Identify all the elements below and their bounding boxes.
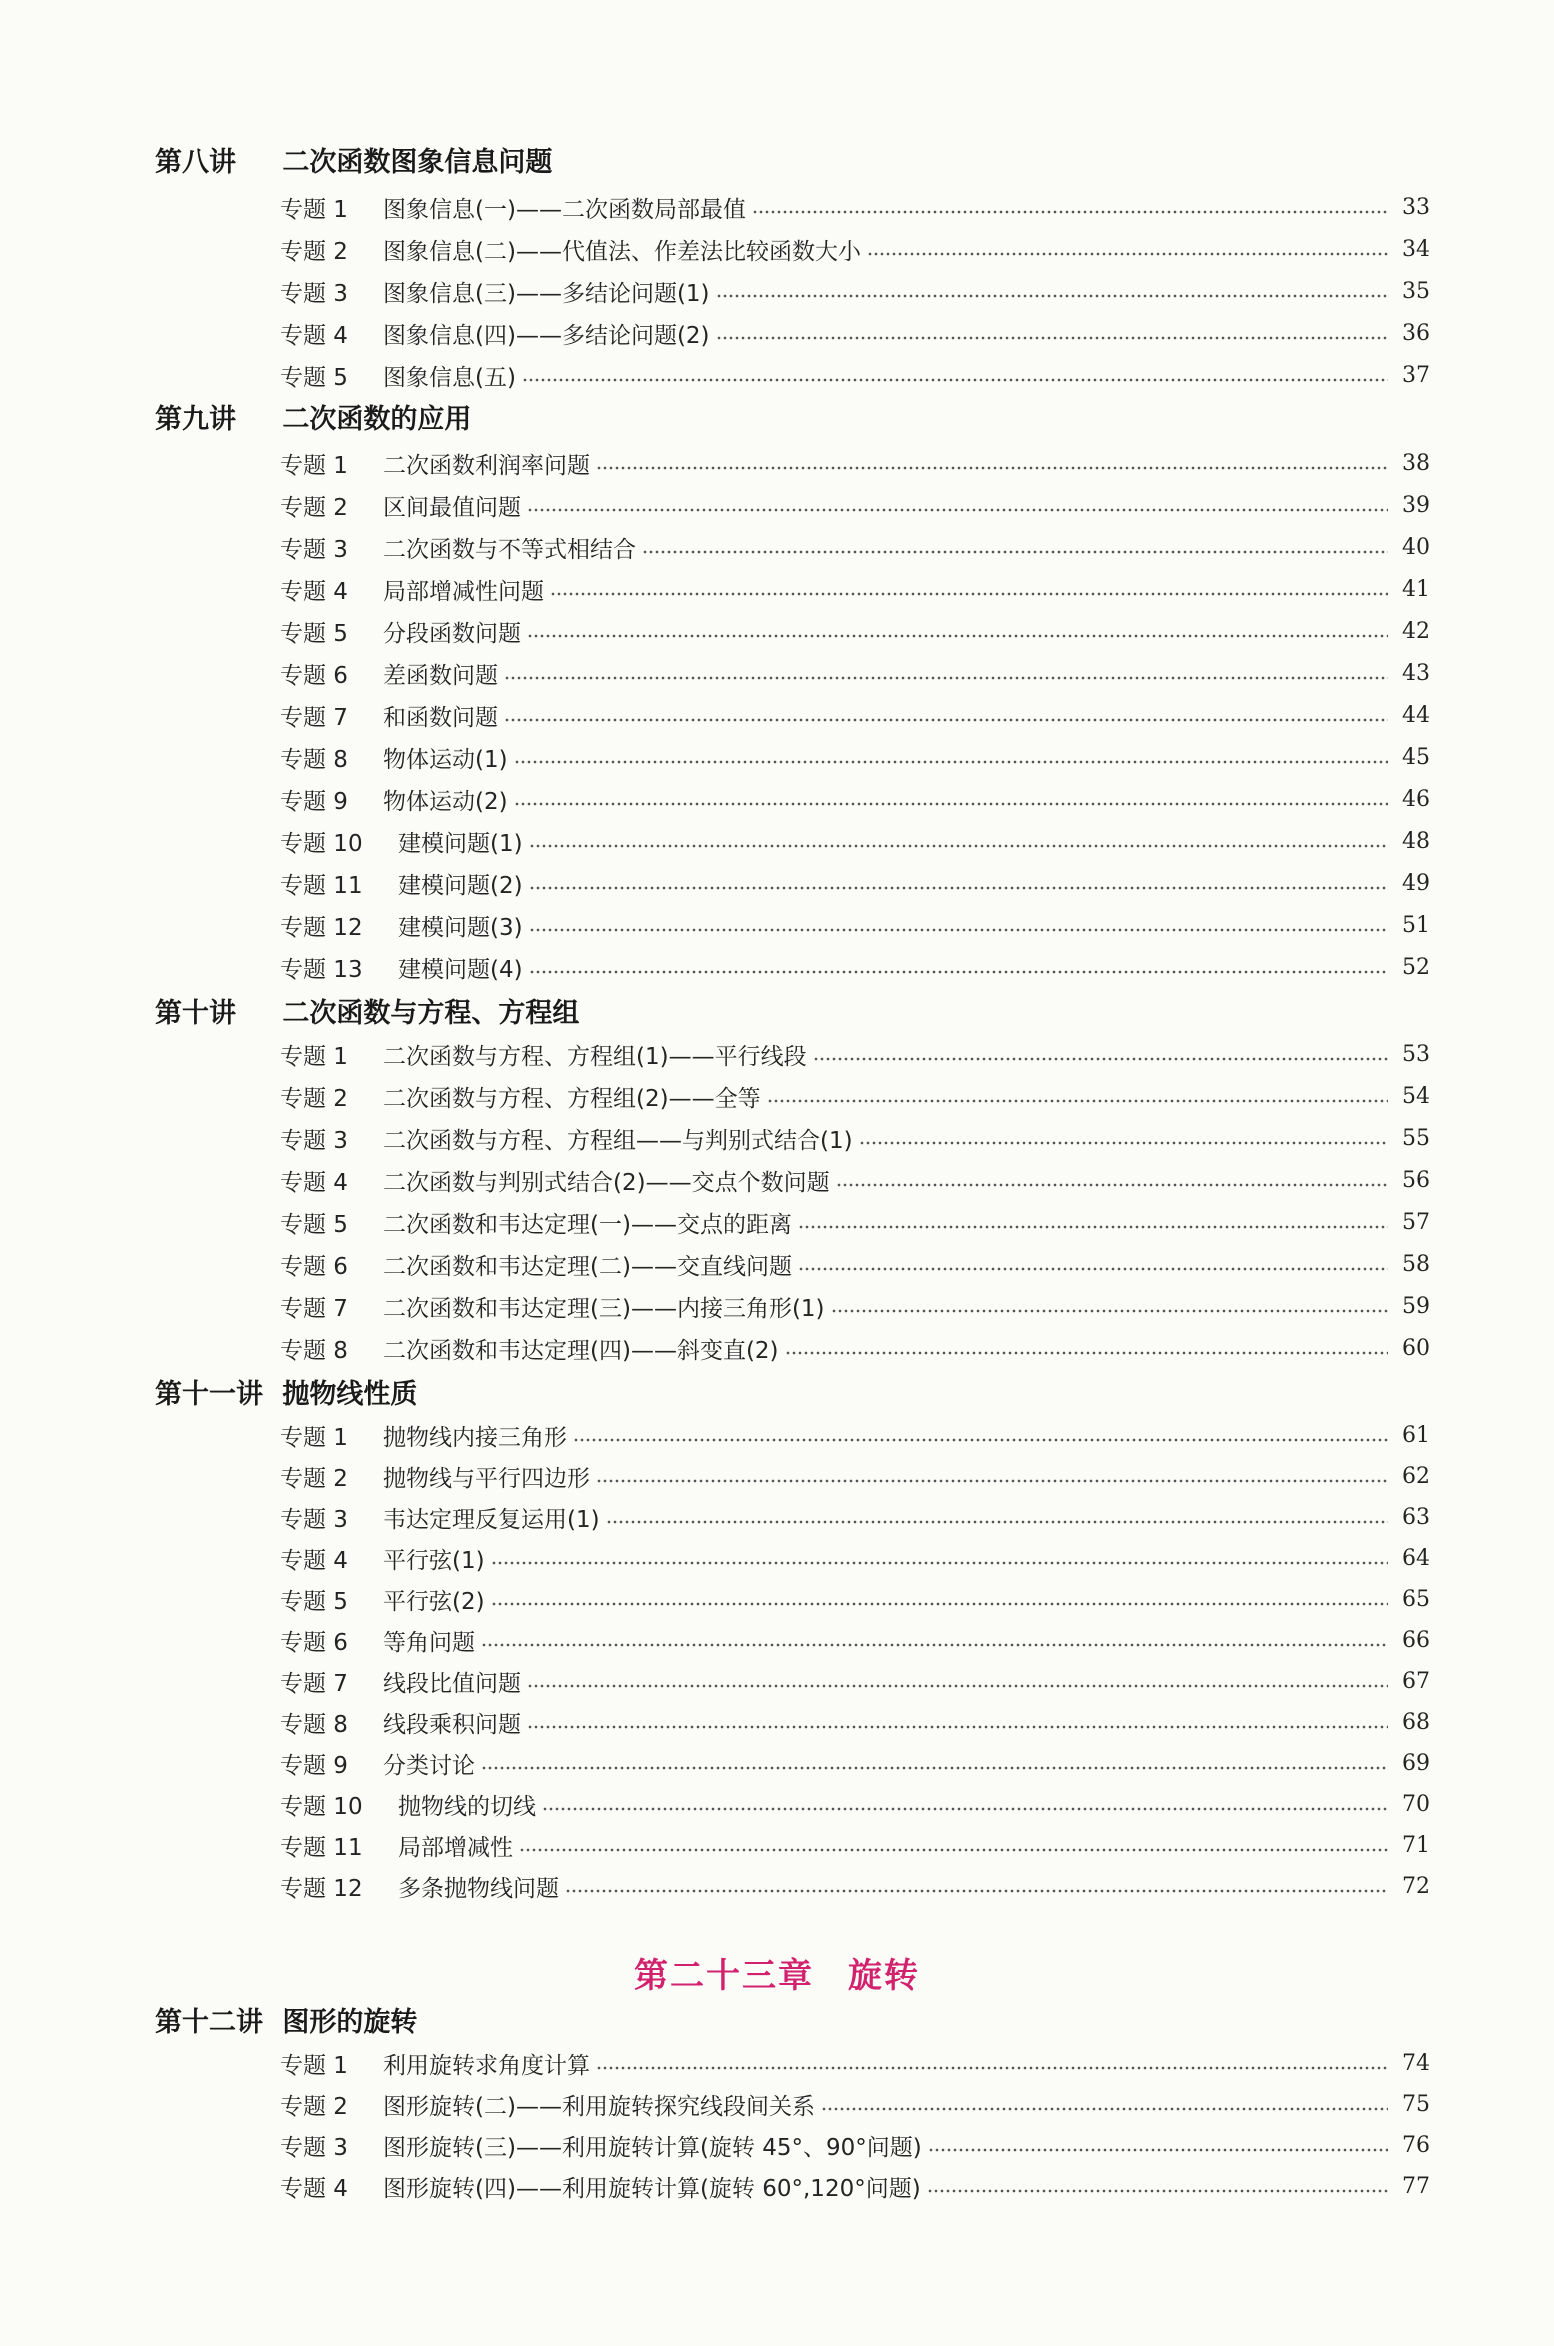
lecture-title: 二次函数图象信息问题	[282, 147, 553, 178]
dot-leader	[831, 1309, 1388, 1313]
topic-title: 图象信息(五)	[383, 364, 516, 391]
page-number: 69	[1402, 1750, 1430, 1776]
page-number: 55	[1402, 1125, 1430, 1151]
topic-label: 专题 2	[280, 2093, 348, 2120]
page-number: 71	[1402, 1832, 1430, 1858]
topic-label: 专题 2	[280, 238, 348, 265]
topic-title: 建模问题(4)	[398, 956, 523, 983]
page-number: 39	[1402, 492, 1430, 518]
toc-entry[interactable]	[280, 274, 1430, 308]
page-number: 54	[1402, 1083, 1430, 1109]
dot-leader	[491, 1602, 1388, 1606]
toc-entry[interactable]	[280, 1079, 1430, 1113]
toc-entry[interactable]	[280, 358, 1430, 392]
toc-entry[interactable]	[280, 2128, 1430, 2162]
topic-label: 专题 12	[280, 914, 363, 941]
dot-leader	[519, 1848, 1388, 1852]
chapter-name: 旋转	[848, 1956, 920, 1996]
dot-leader	[859, 1141, 1388, 1145]
dot-leader	[542, 1807, 1388, 1811]
dot-leader	[550, 592, 1388, 596]
toc-entry[interactable]	[280, 572, 1430, 606]
chapter-label: 第二十三章	[634, 1956, 814, 1996]
dot-leader	[529, 886, 1388, 890]
toc-entry[interactable]	[280, 824, 1430, 858]
page-number: 58	[1402, 1251, 1430, 1277]
topic-title: 建模问题(2)	[398, 872, 523, 899]
topic-title: 平行弦(1)	[383, 1547, 485, 1574]
topic-title: 局部增减性	[398, 1834, 513, 1861]
lecture-heading	[155, 991, 579, 1030]
lecture-title: 二次函数的应用	[282, 404, 472, 435]
topic-label: 专题 5	[280, 1588, 348, 1615]
topic-title: 区间最值问题	[383, 494, 521, 521]
topic-title: 物体运动(2)	[383, 788, 508, 815]
lecture-heading	[155, 397, 471, 436]
toc-entry[interactable]	[280, 614, 1430, 648]
toc-entry[interactable]	[280, 866, 1430, 900]
topic-label: 专题 2	[280, 1085, 348, 1112]
dot-leader	[596, 466, 1388, 470]
topic-title: 等角问题	[383, 1629, 475, 1656]
topic-label: 专题 3	[280, 536, 348, 563]
page-number: 52	[1402, 954, 1430, 980]
topic-label: 专题 9	[280, 1752, 348, 1779]
page-number: 34	[1402, 236, 1430, 262]
dot-leader	[821, 2107, 1388, 2111]
toc-entry[interactable]	[280, 2046, 1430, 2080]
page-number: 41	[1402, 576, 1430, 602]
topic-label: 专题 10	[280, 830, 363, 857]
toc-entry[interactable]	[280, 1705, 1430, 1739]
topic-title: 分段函数问题	[383, 620, 521, 647]
topic-label: 专题 1	[280, 1424, 348, 1451]
page-number: 62	[1402, 1463, 1430, 1489]
topic-title: 图象信息(一)——二次函数局部最值	[383, 196, 746, 223]
topic-title: 图象信息(二)——代值法、作差法比较函数大小	[383, 238, 861, 265]
toc-entry[interactable]	[280, 1541, 1430, 1575]
toc-entry[interactable]	[280, 698, 1430, 732]
toc-entry[interactable]	[280, 530, 1430, 564]
topic-label: 专题 7	[280, 704, 348, 731]
page-number: 51	[1402, 912, 1430, 938]
toc-entry[interactable]	[280, 740, 1430, 774]
dot-leader	[481, 1643, 1388, 1647]
page-number: 72	[1402, 1873, 1430, 1899]
toc-entry[interactable]	[280, 1121, 1430, 1155]
dot-leader	[573, 1438, 1388, 1442]
topic-label: 专题 4	[280, 322, 348, 349]
topic-title: 二次函数与判别式结合(2)——交点个数问题	[383, 1169, 830, 1196]
topic-label: 专题 6	[280, 1629, 348, 1656]
dot-leader	[527, 634, 1388, 638]
lecture-number: 第九讲	[155, 404, 236, 435]
topic-label: 专题 1	[280, 196, 348, 223]
page-number: 36	[1402, 320, 1430, 346]
toc-entry[interactable]	[280, 1869, 1430, 1903]
lecture-number: 第十二讲	[155, 2007, 263, 2038]
toc-entry[interactable]	[280, 656, 1430, 690]
page-number: 70	[1402, 1791, 1430, 1817]
toc-entry[interactable]	[280, 1331, 1430, 1365]
topic-title: 分类讨论	[383, 1752, 475, 1779]
page-number: 60	[1402, 1335, 1430, 1361]
lecture-heading	[155, 2000, 417, 2039]
topic-label: 专题 7	[280, 1295, 348, 1322]
topic-title: 图形旋转(二)——利用旋转探究线段间关系	[383, 2093, 815, 2120]
topic-title: 多条抛物线问题	[398, 1875, 559, 1902]
topic-label: 专题 10	[280, 1793, 363, 1820]
dot-leader	[527, 1725, 1388, 1729]
topic-label: 专题 8	[280, 1337, 348, 1364]
topic-title: 抛物线与平行四边形	[383, 1465, 590, 1492]
dot-leader	[527, 508, 1388, 512]
topic-title: 二次函数和韦达定理(三)——内接三角形(1)	[383, 1295, 825, 1322]
lecture-title: 图形的旋转	[282, 2007, 418, 2038]
topic-label: 专题 3	[280, 280, 348, 307]
topic-label: 专题 2	[280, 494, 348, 521]
page-number: 59	[1402, 1293, 1430, 1319]
dot-leader	[522, 378, 1388, 382]
topic-label: 专题 1	[280, 2052, 348, 2079]
lecture-heading	[155, 1372, 417, 1411]
topic-title: 图象信息(四)——多结论问题(2)	[383, 322, 710, 349]
dot-leader	[606, 1520, 1388, 1524]
dot-leader	[481, 1766, 1388, 1770]
dot-leader	[504, 718, 1388, 722]
page-number: 77	[1402, 2173, 1430, 2199]
lecture-number: 第十一讲	[155, 1379, 263, 1410]
toc-entry[interactable]	[280, 1205, 1430, 1239]
toc-entry[interactable]	[280, 950, 1430, 984]
page-number: 49	[1402, 870, 1430, 896]
topic-title: 物体运动(1)	[383, 746, 508, 773]
toc-entry[interactable]	[280, 1418, 1430, 1452]
page-number: 35	[1402, 278, 1430, 304]
page-number: 64	[1402, 1545, 1430, 1571]
topic-label: 专题 3	[280, 2134, 348, 2161]
page-number: 38	[1402, 450, 1430, 476]
dot-leader	[527, 1684, 1388, 1688]
page-number: 66	[1402, 1627, 1430, 1653]
dot-leader	[504, 676, 1388, 680]
topic-label: 专题 3	[280, 1506, 348, 1533]
dot-leader	[596, 2066, 1388, 2070]
topic-label: 专题 11	[280, 872, 363, 899]
toc-entry[interactable]	[280, 2087, 1430, 2121]
dot-leader	[514, 802, 1388, 806]
lecture-title: 抛物线性质	[282, 1379, 418, 1410]
page-number: 57	[1402, 1209, 1430, 1235]
topic-title: 图形旋转(三)——利用旋转计算(旋转 45°、90°问题)	[383, 2134, 922, 2161]
toc-entry[interactable]	[280, 1037, 1430, 1071]
topic-title: 二次函数和韦达定理(四)——斜变直(2)	[383, 1337, 779, 1364]
topic-title: 二次函数和韦达定理(一)——交点的距离	[383, 1211, 792, 1238]
page-number: 67	[1402, 1668, 1430, 1694]
page-number: 65	[1402, 1586, 1430, 1612]
topic-label: 专题 9	[280, 788, 348, 815]
dot-leader	[491, 1561, 1388, 1565]
dot-leader	[529, 844, 1388, 848]
toc-entry[interactable]	[280, 1500, 1430, 1534]
topic-title: 平行弦(2)	[383, 1588, 485, 1615]
toc-entry[interactable]	[280, 1289, 1430, 1323]
dot-leader	[565, 1889, 1388, 1893]
topic-label: 专题 12	[280, 1875, 363, 1902]
topic-label: 专题 5	[280, 620, 348, 647]
lecture-heading	[155, 140, 552, 179]
page-number: 61	[1402, 1422, 1430, 1448]
page-number: 74	[1402, 2050, 1430, 2076]
toc-entry[interactable]	[280, 190, 1430, 224]
topic-title: 图形旋转(四)——利用旋转计算(旋转 60°,120°问题)	[383, 2175, 921, 2202]
topic-title: 抛物线内接三角形	[383, 1424, 567, 1451]
toc-entry[interactable]	[280, 1746, 1430, 1780]
page-number: 42	[1402, 618, 1430, 644]
topic-title: 二次函数利润率问题	[383, 452, 590, 479]
dot-leader	[798, 1225, 1388, 1229]
toc-entry[interactable]	[280, 1623, 1430, 1657]
topic-title: 建模问题(1)	[398, 830, 523, 857]
topic-title: 建模问题(3)	[398, 914, 523, 941]
topic-title: 线段乘积问题	[383, 1711, 521, 1738]
dot-leader	[716, 336, 1388, 340]
topic-label: 专题 4	[280, 1547, 348, 1574]
page-number: 63	[1402, 1504, 1430, 1530]
toc-entry[interactable]	[280, 1787, 1430, 1821]
toc-entry[interactable]	[280, 1582, 1430, 1616]
dot-leader	[927, 2189, 1388, 2193]
page-number: 33	[1402, 194, 1430, 220]
toc-entry[interactable]	[280, 1247, 1430, 1281]
topic-title: 差函数问题	[383, 662, 498, 689]
page-number: 44	[1402, 702, 1430, 728]
page-number: 40	[1402, 534, 1430, 560]
topic-title: 二次函数与方程、方程组(2)——全等	[383, 1085, 761, 1112]
toc-entry[interactable]	[280, 908, 1430, 942]
topic-label: 专题 1	[280, 452, 348, 479]
topic-label: 专题 3	[280, 1127, 348, 1154]
toc-entry[interactable]	[280, 782, 1430, 816]
dot-leader	[514, 760, 1388, 764]
topic-title: 利用旋转求角度计算	[383, 2052, 590, 2079]
topic-label: 专题 4	[280, 578, 348, 605]
dot-leader	[716, 294, 1388, 298]
page-number: 68	[1402, 1709, 1430, 1735]
topic-label: 专题 6	[280, 662, 348, 689]
toc-entry[interactable]	[280, 316, 1430, 350]
topic-label: 专题 8	[280, 746, 348, 773]
dot-leader	[928, 2148, 1388, 2152]
topic-label: 专题 13	[280, 956, 363, 983]
page-number: 53	[1402, 1041, 1430, 1067]
dot-leader	[785, 1351, 1388, 1355]
topic-label: 专题 4	[280, 2175, 348, 2202]
toc-entry[interactable]	[280, 2169, 1430, 2203]
topic-label: 专题 5	[280, 1211, 348, 1238]
dot-leader	[529, 970, 1388, 974]
dot-leader	[836, 1183, 1388, 1187]
page-number: 48	[1402, 828, 1430, 854]
page-number: 76	[1402, 2132, 1430, 2158]
topic-label: 专题 1	[280, 1043, 348, 1070]
dot-leader	[867, 252, 1388, 256]
dot-leader	[813, 1057, 1388, 1061]
topic-title: 二次函数和韦达定理(二)——交直线问题	[383, 1253, 792, 1280]
toc-entry[interactable]	[280, 446, 1430, 480]
toc-entry[interactable]	[280, 1664, 1430, 1698]
topic-title: 和函数问题	[383, 704, 498, 731]
page-number: 75	[1402, 2091, 1430, 2117]
chapter-title	[0, 1948, 1554, 1997]
page-number: 56	[1402, 1167, 1430, 1193]
dot-leader	[767, 1099, 1388, 1103]
topic-title: 二次函数与不等式相结合	[383, 536, 636, 563]
topic-title: 局部增减性问题	[383, 578, 544, 605]
topic-label: 专题 5	[280, 364, 348, 391]
topic-label: 专题 8	[280, 1711, 348, 1738]
toc-entry[interactable]	[280, 1459, 1430, 1493]
dot-leader	[529, 928, 1388, 932]
page-number: 43	[1402, 660, 1430, 686]
lecture-number: 第八讲	[155, 147, 236, 178]
topic-title: 二次函数与方程、方程组——与判别式结合(1)	[383, 1127, 853, 1154]
toc-entry[interactable]	[280, 488, 1430, 522]
topic-title: 图象信息(三)——多结论问题(1)	[383, 280, 710, 307]
toc-entry[interactable]	[280, 1828, 1430, 1862]
dot-leader	[798, 1267, 1388, 1271]
page-number: 37	[1402, 362, 1430, 388]
topic-label: 专题 11	[280, 1834, 363, 1861]
topic-title: 二次函数与方程、方程组(1)——平行线段	[383, 1043, 807, 1070]
lecture-title: 二次函数与方程、方程组	[282, 998, 580, 1029]
topic-label: 专题 4	[280, 1169, 348, 1196]
dot-leader	[752, 210, 1388, 214]
topic-title: 抛物线的切线	[398, 1793, 536, 1820]
topic-label: 专题 2	[280, 1465, 348, 1492]
topic-label: 专题 6	[280, 1253, 348, 1280]
lecture-number: 第十讲	[155, 998, 236, 1029]
toc-entry[interactable]	[280, 232, 1430, 266]
toc-entry[interactable]	[280, 1163, 1430, 1197]
dot-leader	[642, 550, 1388, 554]
dot-leader	[596, 1479, 1388, 1483]
topic-title: 韦达定理反复运用(1)	[383, 1506, 600, 1533]
page-number: 46	[1402, 786, 1430, 812]
page-number: 45	[1402, 744, 1430, 770]
topic-title: 线段比值问题	[383, 1670, 521, 1697]
topic-label: 专题 7	[280, 1670, 348, 1697]
